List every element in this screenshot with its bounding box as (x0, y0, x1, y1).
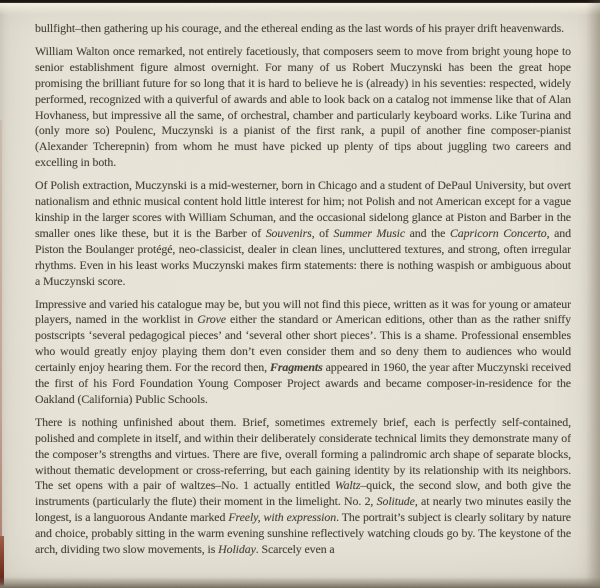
text-run: , and Piston the Boulanger protégé, neo-classicist, dealer in clean lines, uncluttered textures, and strong, often irregular rhythms. Even in his least works Muczynski makes firm statements: there is nothing waspish or ambiguous about a Muczynski score. (35, 225, 571, 288)
paragraph (35, 297, 571, 408)
text-run: Grove (197, 312, 226, 327)
text-column (35, 21, 571, 583)
text-run: Freely, with expression (228, 510, 337, 525)
text-run: Of Polish extraction, Muczynski is a mid-westerner, born in Chicago and a student of DePaul University, but overt nationalism and ethnic musical content hold little interest for him; not Polish and not American except for a vague kinship in the larger scores with William Schuman, and the occasional sidelong glance at Piston and Barber in the smaller ones like these, but it is the Barber of (35, 178, 571, 240)
paragraph (35, 178, 571, 289)
text-run: bullfight–then gathering up his courage, and the ethereal ending as the last words of his prayer drift heavenwards. (35, 21, 565, 35)
text-run: Souvenirs (265, 225, 312, 240)
text-run: Waltz (334, 478, 361, 493)
paper-highlight-band (0, 3, 600, 15)
paragraph (35, 415, 571, 558)
text-run: Holiday (218, 542, 256, 557)
text-run: , at nearly two minutes easily the longest, is a languorous Andante marked (35, 494, 571, 525)
text-run: and the (405, 225, 450, 240)
paragraph (35, 21, 571, 37)
text-run: William Walton once remarked, not entirely facetiously, that composers seem to move from bright young hope to senior establishment figure almost overnight. For many of us Robert Muczynski has been the great hope promising the brilliant future for so long that it is hard to believe he is (already) in his seventies: respected, widely performed, recognized with a quiverful of awards and able to look back on a catalog not immense like that of Alan Hovhaness, but impressive all the same, of orchestral, chamber and particularly keyboard works. Like Turina and (only more so) Poulenc, Muczynski is a pianist of the first rank, a pupil of another fine composer-pianist (Alexander Tcherepnin) from whom he must have picked up plenty of tips about juggling two careers and excelling in both. (35, 43, 571, 170)
text-run: appeared in 1960, the year after Muczynski received the first of his Ford Foundation Young Composer Project awards and became composer-in-residence for the Oakland (California) Public Schools. (35, 360, 571, 406)
paragraph (35, 44, 571, 171)
text-run: Capricorn Concerto (449, 225, 547, 240)
scan-edge-bottom (0, 577, 600, 588)
text-run: . Scarcely even a (255, 542, 335, 557)
text-run: There is nothing unfinished about them. Brief, sometimes extremely brief, each is perfectly self-contained, polished and complete in itself, and within their deliberately considerate technical limits they demonstrate many of the composer’s strengths and virtues. There are five, overall forming a palindromic arch shape of separate blocks, without thematic development or cross-referring, but each gaining identity by its relationship with its neighbors. The set opens with a pair of waltzes–No. 1 actually entitled (35, 414, 571, 493)
scan-edge-right-shadow (586, 0, 600, 588)
text-run: . The portrait’s subject is clearly solitary by nature and choice, probably sitting in the warm evening sunshine reflectively watching clouds go by. The keystone of the arch, dividing two slow movements, is (35, 510, 571, 557)
scan-edge-left-line (0, 120, 2, 540)
text-run: –quick, the second slow, and both give the instruments (particularly the flute) their moment in the limelight. No. 2, (35, 478, 571, 509)
text-run: Impressive and varied his catalogue may be, but you will not find this piece, written as it was for young or amateur players, named in the worklist in (35, 296, 571, 327)
text-run: Fragments (269, 360, 323, 375)
text-run: , of (311, 225, 334, 240)
text-run: Summer Music (333, 225, 406, 240)
text-run: either the standard or American editions, other than as the rather sniffy postscripts ‘several pedagogical pieces’ and ‘several other short pieces’. This is a shame. Professional ensembles who would greatly enjoy playing them don’t even consider them and so deny them to audiences who would certainly enjoy hearing them. For the record then, (35, 312, 571, 375)
text-run: Solitude (376, 494, 415, 509)
